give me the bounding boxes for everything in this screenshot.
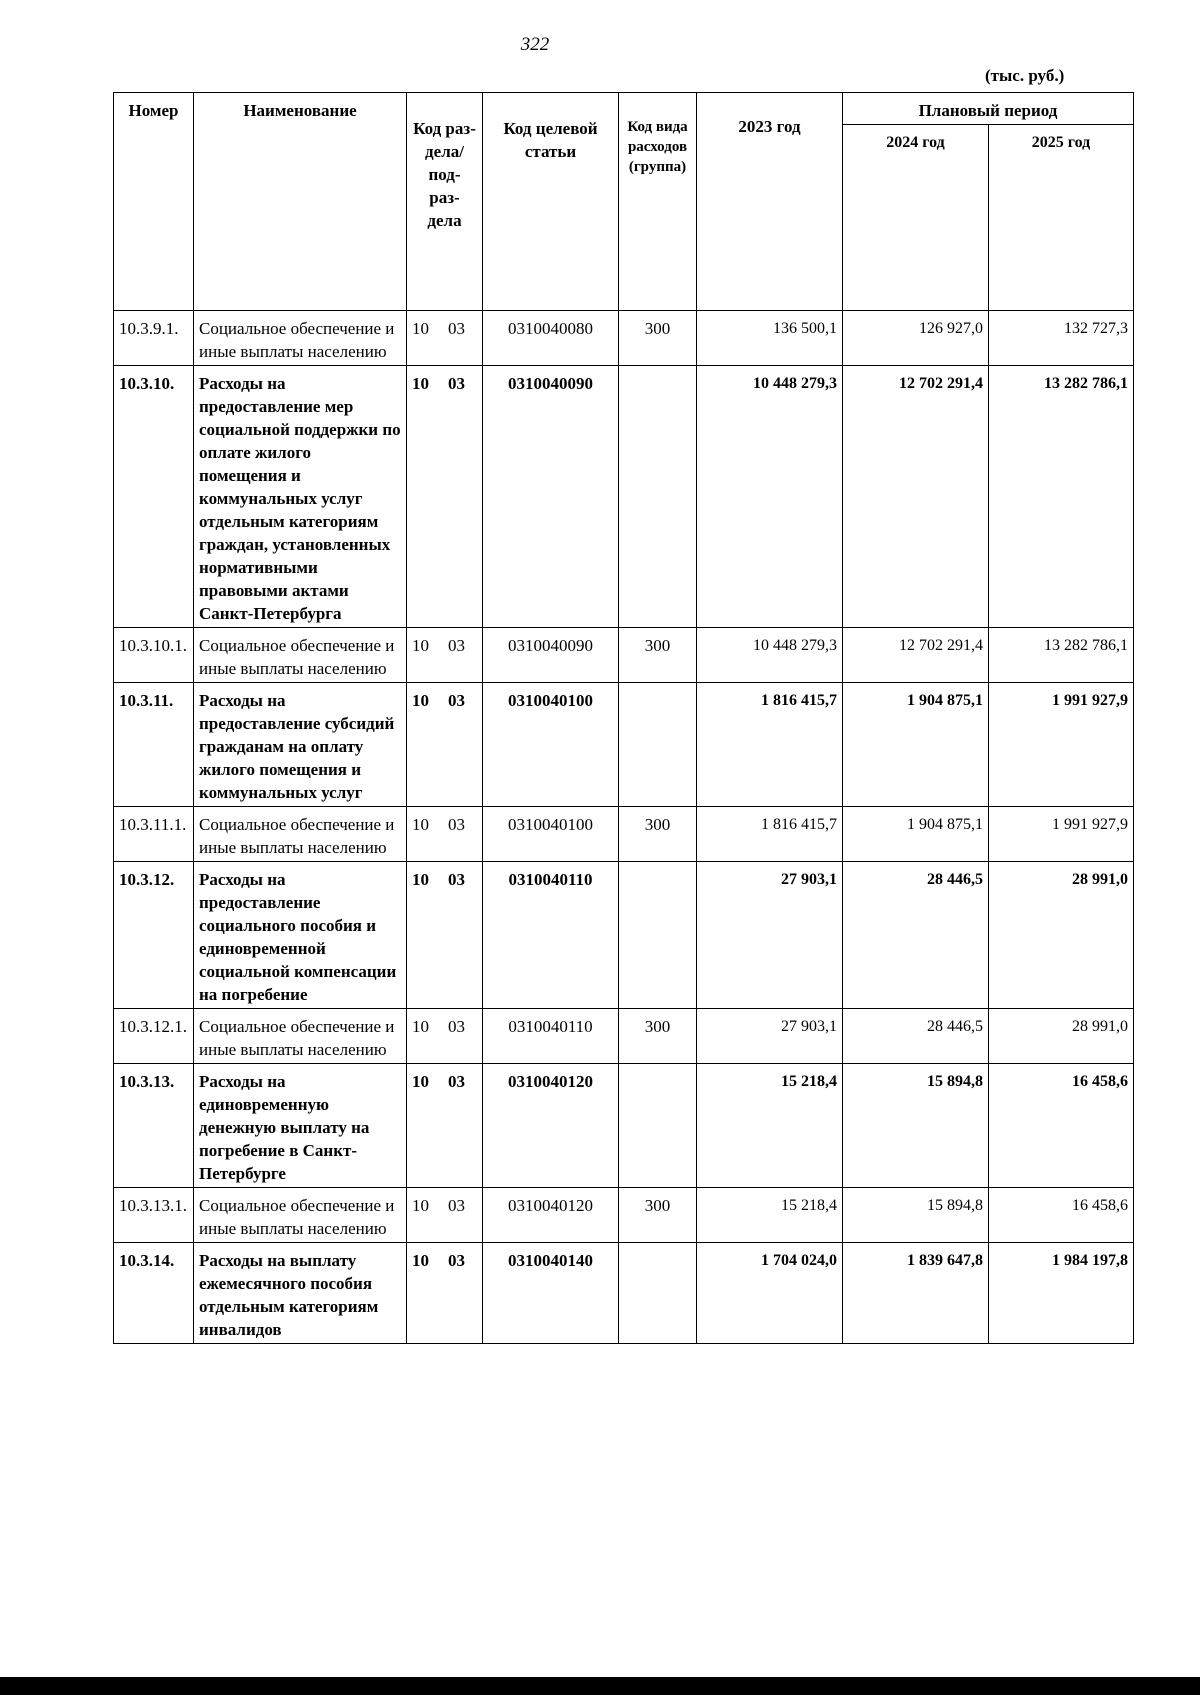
header-target: Код целевой статьи (483, 93, 619, 311)
row-section-code (407, 311, 483, 366)
header-name: Наименование (194, 93, 407, 311)
row-name: Социальное обеспечение и иные выплаты населению (194, 628, 407, 683)
row-section: 10 (412, 1251, 429, 1270)
row-amount-2025: 13 282 786,1 (989, 366, 1134, 628)
table-row (114, 1009, 1134, 1064)
row-amount-2024: 1 904 875,1 (843, 807, 989, 862)
table-row (114, 683, 1134, 807)
row-section-code (407, 862, 483, 1009)
row-section-code (407, 1188, 483, 1243)
row-target-code: 0310040120 (483, 1064, 619, 1188)
row-number: 10.3.14. (114, 1243, 194, 1344)
row-amount-2024: 28 446,5 (843, 862, 989, 1009)
row-amount-2023: 1 816 415,7 (697, 683, 843, 807)
row-expense-type: 300 (619, 628, 697, 683)
row-amount-2024: 15 894,8 (843, 1064, 989, 1188)
row-amount-2024: 28 446,5 (843, 1009, 989, 1064)
row-number: 10.3.10.1. (114, 628, 194, 683)
row-amount-2025: 1 984 197,8 (989, 1243, 1134, 1344)
row-name: Расходы на предоставление субсидий гражданам на оплату жилого помещения и коммунальных услуг (194, 683, 407, 807)
row-amount-2023: 15 218,4 (697, 1064, 843, 1188)
row-section-code (407, 807, 483, 862)
row-number: 10.3.12. (114, 862, 194, 1009)
row-expense-type: 300 (619, 807, 697, 862)
row-subsection: 03 (448, 1196, 465, 1215)
row-name: Социальное обеспечение и иные выплаты населению (194, 311, 407, 366)
row-section: 10 (412, 815, 429, 834)
row-amount-2024: 12 702 291,4 (843, 628, 989, 683)
row-amount-2023: 15 218,4 (697, 1188, 843, 1243)
row-subsection: 03 (448, 815, 465, 834)
table-row (114, 1188, 1134, 1243)
row-subsection: 03 (448, 1017, 465, 1036)
row-section: 10 (412, 1072, 429, 1091)
unit-note: (тыс. руб.) (985, 66, 1065, 85)
row-target-code: 0310040140 (483, 1243, 619, 1344)
row-subsection: 03 (448, 870, 465, 889)
row-amount-2024: 15 894,8 (843, 1188, 989, 1243)
header-2024: 2024 год (843, 125, 989, 311)
table-row (114, 807, 1134, 862)
scan-edge-bar (0, 1677, 1200, 1695)
table-row (114, 862, 1134, 1009)
row-name: Социальное обеспечение и иные выплаты населению (194, 807, 407, 862)
row-subsection: 03 (448, 374, 465, 393)
row-amount-2023: 10 448 279,3 (697, 628, 843, 683)
row-target-code: 0310040100 (483, 683, 619, 807)
row-section-code (407, 1009, 483, 1064)
row-number: 10.3.13.1. (114, 1188, 194, 1243)
table-row (114, 311, 1134, 366)
row-name: Расходы на предоставление мер социальной поддержки по оплате жилого помещения и коммунальных услуг отдельным категориям граждан, установленных нормативными правовыми актами Санкт-Петербурга (194, 366, 407, 628)
header-row-top (114, 93, 1134, 125)
row-target-code: 0310040080 (483, 311, 619, 366)
row-amount-2024: 1 904 875,1 (843, 683, 989, 807)
row-subsection: 03 (448, 691, 465, 710)
budget-table (113, 92, 1134, 1344)
row-subsection: 03 (448, 636, 465, 655)
row-amount-2024: 1 839 647,8 (843, 1243, 989, 1344)
row-expense-type: 300 (619, 1009, 697, 1064)
row-expense-type (619, 366, 697, 628)
row-amount-2025: 13 282 786,1 (989, 628, 1134, 683)
header-planned-period: Плановый период (843, 93, 1134, 125)
row-target-code: 0310040110 (483, 1009, 619, 1064)
row-amount-2025: 1 991 927,9 (989, 807, 1134, 862)
row-section-code (407, 683, 483, 807)
row-amount-2023: 1 704 024,0 (697, 1243, 843, 1344)
row-section: 10 (412, 374, 429, 393)
row-subsection: 03 (448, 319, 465, 338)
row-expense-type: 300 (619, 311, 697, 366)
table-row (114, 1064, 1134, 1188)
table-row (114, 1243, 1134, 1344)
row-amount-2023: 27 903,1 (697, 1009, 843, 1064)
header-expense-type: Код вида расходов (группа) (619, 93, 697, 311)
row-number: 10.3.9.1. (114, 311, 194, 366)
row-section: 10 (412, 636, 429, 655)
row-number: 10.3.12.1. (114, 1009, 194, 1064)
row-amount-2023: 10 448 279,3 (697, 366, 843, 628)
page-number: 322 (520, 34, 550, 55)
row-target-code: 0310040110 (483, 862, 619, 1009)
row-number: 10.3.10. (114, 366, 194, 628)
row-amount-2025: 1 991 927,9 (989, 683, 1134, 807)
row-section: 10 (412, 1196, 429, 1215)
row-name: Расходы на единовременную денежную выплату на погребение в Санкт-Петербурге (194, 1064, 407, 1188)
header-section: Код раз- дела/ под- раз- дела (407, 93, 483, 311)
row-section: 10 (412, 319, 429, 338)
row-section: 10 (412, 1017, 429, 1036)
row-amount-2024: 126 927,0 (843, 311, 989, 366)
row-amount-2023: 1 816 415,7 (697, 807, 843, 862)
row-name: Социальное обеспечение и иные выплаты населению (194, 1188, 407, 1243)
row-section-code (407, 366, 483, 628)
row-amount-2025: 28 991,0 (989, 862, 1134, 1009)
row-amount-2024: 12 702 291,4 (843, 366, 989, 628)
row-subsection: 03 (448, 1251, 465, 1270)
row-section-code (407, 628, 483, 683)
table-row (114, 628, 1134, 683)
row-section: 10 (412, 870, 429, 889)
row-amount-2025: 28 991,0 (989, 1009, 1134, 1064)
row-target-code: 0310040120 (483, 1188, 619, 1243)
row-name: Социальное обеспечение и иные выплаты населению (194, 1009, 407, 1064)
row-expense-type (619, 862, 697, 1009)
row-name: Расходы на предоставление социального пособия и единовременной социальной компенсации на погребение (194, 862, 407, 1009)
row-amount-2025: 16 458,6 (989, 1064, 1134, 1188)
row-amount-2023: 136 500,1 (697, 311, 843, 366)
row-section: 10 (412, 691, 429, 710)
header-number: Номер (114, 93, 194, 311)
row-target-code: 0310040090 (483, 366, 619, 628)
table-body (114, 311, 1134, 1344)
row-expense-type (619, 1064, 697, 1188)
row-expense-type (619, 683, 697, 807)
row-expense-type: 300 (619, 1188, 697, 1243)
row-name: Расходы на выплату ежемесячного пособия отдельным категориям инвалидов (194, 1243, 407, 1344)
row-amount-2025: 132 727,3 (989, 311, 1134, 366)
row-number: 10.3.11. (114, 683, 194, 807)
row-section-code (407, 1064, 483, 1188)
row-amount-2025: 16 458,6 (989, 1188, 1134, 1243)
row-target-code: 0310040090 (483, 628, 619, 683)
row-subsection: 03 (448, 1072, 465, 1091)
row-section-code (407, 1243, 483, 1344)
row-number: 10.3.11.1. (114, 807, 194, 862)
header-2023: 2023 год (697, 93, 843, 311)
table-row (114, 366, 1134, 628)
row-target-code: 0310040100 (483, 807, 619, 862)
row-amount-2023: 27 903,1 (697, 862, 843, 1009)
row-number: 10.3.13. (114, 1064, 194, 1188)
header-2025: 2025 год (989, 125, 1134, 311)
row-expense-type (619, 1243, 697, 1344)
